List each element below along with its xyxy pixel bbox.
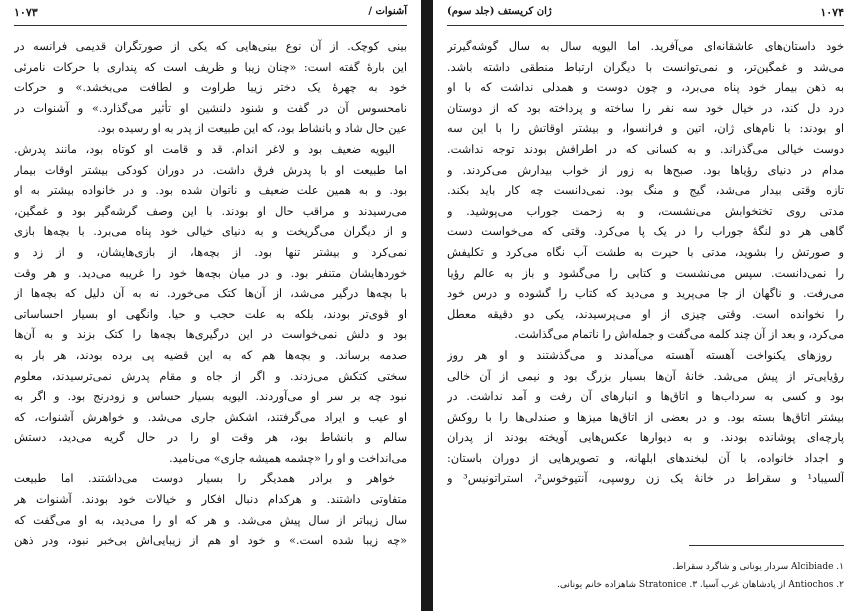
running-title: ژان کریستف (جلد سوم) bbox=[447, 6, 552, 17]
text-line: به ذهن بیمار خود پناه می‌برد، و چون دوست و همدلی نداشت که با او bbox=[447, 81, 844, 95]
page-number: ۱۰۷۴ bbox=[820, 6, 844, 19]
text-line: بود و کسی به سرداب‌ها و اتاق‌ها و انبارهای آن رفت و آمد نداشت. در bbox=[447, 390, 844, 404]
running-title: آشنوات / bbox=[368, 6, 407, 17]
text-line: مدتی روی تختخوابش می‌نشست، و به زحمت جوراب می‌پوشید. و bbox=[447, 204, 844, 218]
text-line: و اجداد خانواده، با آن لبخندهای ابلهانه، و تصویرهایی از دوران باستان: bbox=[447, 451, 844, 465]
text-line: می‌کرد، و بعد از آن چند کلمه می‌گفت و جمله‌اش را ناتمام می‌گذاشت. bbox=[514, 328, 844, 342]
text-line: تازه وقتی بیدار می‌شد، گیج و منگ بود. نمی‌دانست چه کار باید بکند. bbox=[447, 184, 844, 198]
text-line: آلسیباد¹ و سقراط در خانهٔ یک زن روسپی، آنتیوخوس²، استراتونیس³ و bbox=[447, 472, 844, 486]
text-line: خود داستان‌های عاشقانه‌ای می‌آفرید. اما الیویه سال به سال گوشه‌گیرتر bbox=[447, 40, 844, 53]
footnote-rule bbox=[689, 545, 844, 546]
text-line: «چه زیبا شده است.» و خود او هم از زیبایی‌اش بی‌خبر نبود، ودر ذهن bbox=[14, 534, 407, 548]
text-line: نامحسوس آن در گفت و شنود دلنشین او تأثیر می‌گذارد.» و آشنوات در bbox=[14, 101, 407, 115]
text-line: می‌انداخت و او را «چشمه همیشه جاری» می‌نامید. bbox=[169, 451, 407, 465]
text-line: بود و دلش نمی‌خواست در این درگیری‌ها بچه‌ها را کتک بزند و به آن‌ها bbox=[14, 328, 407, 342]
text-line: او قوی‌تر بودند، بلکه به علت حجب و حیا. وانگهی او بسیار احساساتی bbox=[14, 307, 407, 321]
text-line: سالم و بانشاط بود، هر وقت او را در حال گریه می‌دید، دستش bbox=[14, 431, 407, 445]
text-line: او بودند: با نام‌های ژان، اتین و فرانسوا، و بیشتر اوقاتش را با این سه bbox=[447, 122, 844, 136]
text-line: مدام در دنیای رؤیاها بود. صبح‌ها به زور از خواب بیدارش می‌کردند. و bbox=[447, 163, 844, 177]
text-line: بیشتر اتاق‌ها بسته بود. و در بعضی از اتاق‌ها میزها و صندلی‌ها را با روکش bbox=[447, 410, 844, 424]
text-line: این بارهٔ گفته است: «چنان زیبا و ظریف است که پنداری با حرکات نامرئی bbox=[14, 60, 407, 74]
text-line: می‌رسیدند و مراقب حال او بودند. با این وصف گرشه‌گیر بود و غمگین، bbox=[14, 204, 407, 218]
text-line: درد دل کند، در خیال خود سه نفر را ساخته و پرداخته بود که از دوستان bbox=[447, 101, 844, 115]
footnote: ۱. Alcibiade سردار یونانی و شاگرد سقراط. bbox=[672, 562, 844, 572]
footnotes bbox=[493, 558, 844, 594]
text-line: نمی‌کرد و بیشتر تنها بود. از بچه‌ها، از بازی‌هایشان، و از زد و bbox=[14, 245, 407, 259]
text-line: خود به چهرهٔ یک دختر زیبا طراوت و لطافت می‌بخشد.» و حرکات bbox=[14, 81, 407, 95]
text-line: می‌رفت. و ناگهان از جا می‌پرید و می‌دید که کتاب را گشوده و درس خود bbox=[447, 287, 844, 301]
text-line: خوردهایشان متنفر بود. و در میان بچه‌ها خود را غریبه می‌دید. و هر وقت bbox=[14, 266, 407, 280]
right-page bbox=[433, 0, 858, 611]
right-page-body bbox=[447, 37, 844, 490]
text-line: رؤیایی‌تر از پیش می‌شد. خانهٔ آن‌ها بسیار بزرگ بود و نیمی از آن خالی bbox=[447, 369, 844, 383]
text-line: نبود چه بر سر او می‌آوردند. الیویه بسیار حساس و زودرنج بود. و اگر به bbox=[14, 390, 407, 404]
text-line: گاهی هر دو لنگهٔ جوراب را در یک پا می‌کرد. وقتی که می‌خواست دست bbox=[447, 225, 844, 239]
left-page bbox=[0, 0, 421, 611]
header-rule bbox=[447, 25, 844, 26]
book-gutter bbox=[421, 0, 433, 611]
page-number: ۱۰۷۳ bbox=[14, 6, 38, 19]
text-line: خواهر و برادر همدیگر را بسیار دوست می‌داشتند. اما طبیعت bbox=[14, 472, 395, 486]
text-line: دوست خیالی می‌گذراند. و به کسانی که در اطرافش بودند توجه نداشت. bbox=[447, 142, 844, 156]
right-page-header bbox=[447, 6, 844, 19]
text-line: را نخوانده است. وقتی چیزی از او می‌پرسیدند، یکی دو دقیقه معطل bbox=[447, 307, 844, 321]
header-rule bbox=[14, 25, 407, 26]
left-page-header bbox=[14, 6, 407, 19]
left-page-body bbox=[14, 37, 407, 552]
text-line: با بچه‌ها درگیر می‌شد، از آن‌ها کتک می‌خورد. نه به آن دلیل که بچه‌ها از bbox=[14, 287, 407, 301]
footnote: ۲. Antiochos از پادشاهان غرب آسیا. ۳. Stratonice شاهزاده خانم یونانی. bbox=[557, 580, 844, 590]
text-line: عین حال شاد و بانشاط بود، که این طبیعت از پدر به او رسیده بود. bbox=[97, 122, 407, 136]
text-line: می‌شد و غمگین‌تر، و نمی‌توانست با دیگران ارتباط منطقی داشته باشد. bbox=[447, 60, 844, 74]
text-line: و صورتش را بشوید، مدتی با حیرت به طشت آب نگاه می‌کرد و تکلیفش bbox=[447, 245, 844, 259]
text-line: و از دیگران می‌گریخت و به دنیای خیالی خود پناه می‌برد. با بچه‌ها بازی bbox=[14, 225, 407, 239]
text-line: الیویه ضعیف بود و لاغر اندام. قد و قامت او کوتاه بود، مانند پدرش. bbox=[14, 142, 395, 156]
text-line: اما طبیعت او با پدرش فرق داشت. در دوران کودکی بیشتر اوقات بیمار bbox=[14, 163, 407, 177]
text-line: صدمه برساند. و بچه‌ها هم که به این قضیه پی برده بودند، هر بار به bbox=[14, 348, 407, 362]
text-line: پارچه‌ای پوشانده بودند. و به دیوارها عکس‌هایی آویخته بودند از پدران bbox=[447, 431, 844, 445]
text-line: بود. و به همین علت ضعیف و ناتوان شده بود. و در خانواده بیشتر به او bbox=[14, 184, 407, 198]
text-line: را نمی‌دانست. سپس می‌نشست و کتابی را می‌گشود و باز به عالم رؤیا bbox=[447, 266, 844, 280]
text-line: او عیب و ایراد می‌گرفتند، اشکش جاری می‌شد. و خواهرش آشنوات، که bbox=[14, 410, 407, 424]
text-line: سختی کتکش می‌زدند. و اگر از جاه و مقام پدرش نمی‌ترسیدند، معلوم bbox=[14, 369, 407, 383]
text-line: سال زیباتر از سال پیش می‌شد. و هر که او را می‌دید، به او می‌گفت که bbox=[14, 513, 407, 527]
text-line: روزهای یکنواخت آهسته آهسته می‌آمدند و می‌گذشتند و او هر روز bbox=[447, 348, 832, 362]
text-line: متفاوتی داشتند. و هرکدام دنبال افکار و خیالات خود بودند. آشنوات هر bbox=[14, 493, 407, 507]
text-line: بینی کوچک. از آن نوع بینی‌هایی که یکی از صورتگران قدیمی فرانسه در bbox=[14, 40, 407, 53]
